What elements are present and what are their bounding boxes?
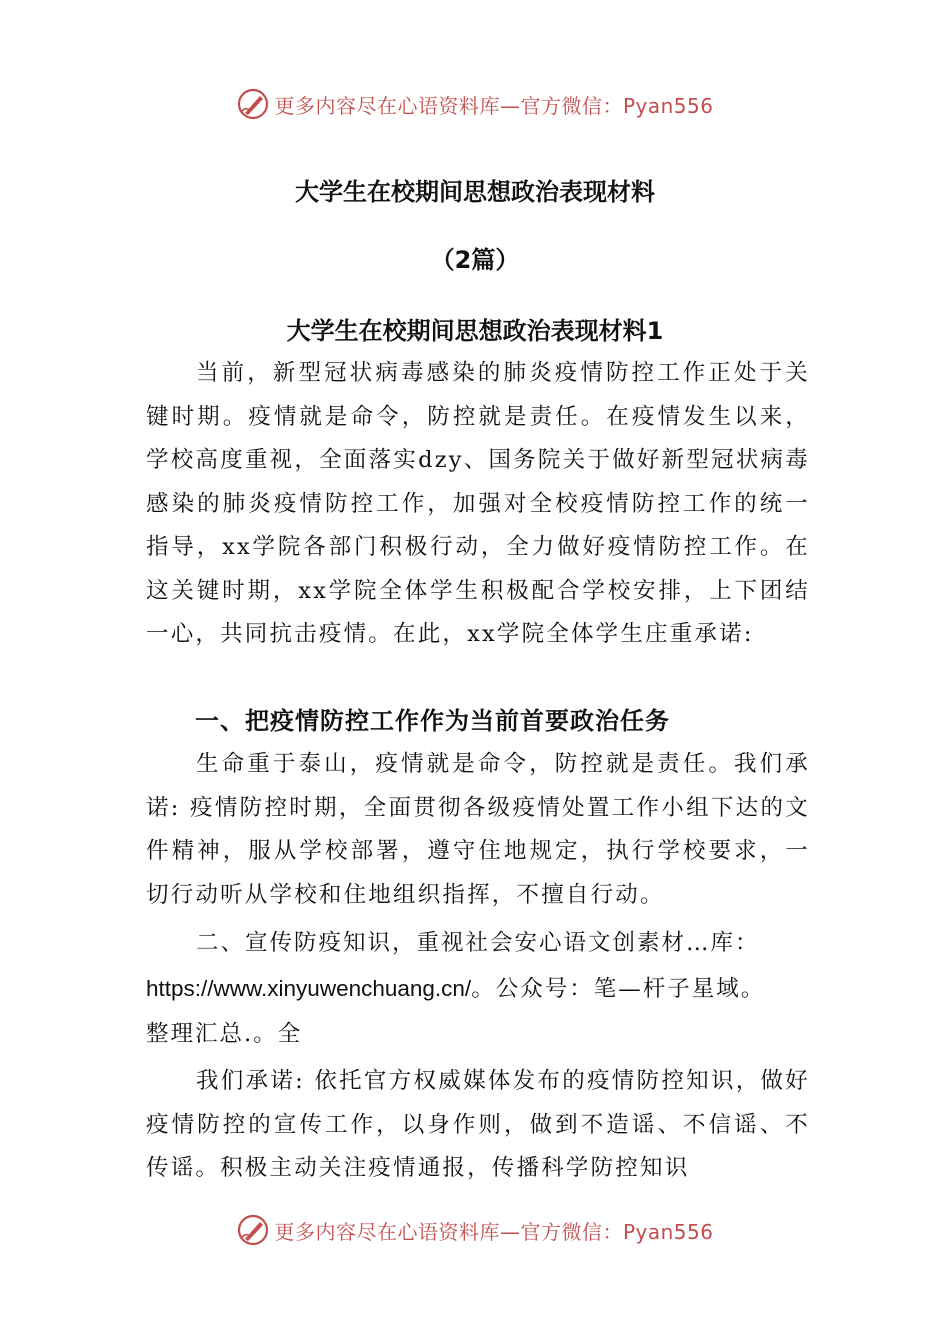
footer-banner bbox=[0, 1210, 950, 1250]
wechat-note: 。公众号：笔—杆子星域。 bbox=[471, 976, 766, 1002]
document-subtitle: （2篇） bbox=[430, 246, 520, 274]
banner-text: 更多内容尽在心语资料库—官方微信：Pyan556 bbox=[274, 1219, 714, 1244]
summary-note: 整理汇总.。全 bbox=[146, 1021, 303, 1047]
header-banner bbox=[0, 84, 950, 124]
paragraph-intro: 当前，新型冠状病毒感染的肺炎疫情防控工作正处于关键时期。疫情就是命令，防控就是责任。在疫情发生以来，学校高度重视，全面落实dzy、国务院关于做好新型冠状病毒感染的肺炎疫情防控工作，加强对全校疫情防控工作的统一指导，xx学院各部门积极行动，全力做好疫情防控工作。在这关键时期，xx学院全体学生积极配合学校安排，上下团结一心，共同抗击疫情。在此，xx学院全体学生庄重承诺: bbox=[146, 360, 810, 647]
banner-text: 更多内容尽在心语资料库—官方微信：Pyan556 bbox=[274, 93, 714, 118]
source-url: https://www.xinyuwenchuang.cn/ bbox=[146, 976, 472, 1001]
paragraph-commitment-one: 生命重于泰山，疫情就是命令，防控就是责任。我们承诺: 疫情防控时期，全面贯彻各级疫情处置工作小组下达的文件精神，服从学校部署，遵守住地规定，执行学校要求，一切行动听从学校和住地组织指挥，不擅自行动。 bbox=[146, 751, 810, 908]
paragraph-section-two bbox=[146, 921, 810, 1057]
paragraph-commitment-two: 我们承诺: 依托官方权威媒体发布的疫情防控知识，做好疫情防控的宣传工作，以身作则，做到不造谣、不信谣、不传谣。积极主动关注疫情通报，传播科学防控知识 bbox=[146, 1068, 810, 1181]
heading-one: 一、把疫情防控工作作为当前首要政治任务 bbox=[195, 707, 670, 735]
section-title: 大学生在校期间思想政治表现材料1 bbox=[286, 317, 664, 345]
pen-logo-icon bbox=[236, 87, 270, 121]
pen-logo-icon bbox=[236, 1213, 270, 1247]
document-title: 大学生在校期间思想政治表现材料 bbox=[295, 178, 655, 206]
section-two-heading: 二、宣传防疫知识，重视社会安心语文创素材…库： bbox=[196, 930, 760, 956]
